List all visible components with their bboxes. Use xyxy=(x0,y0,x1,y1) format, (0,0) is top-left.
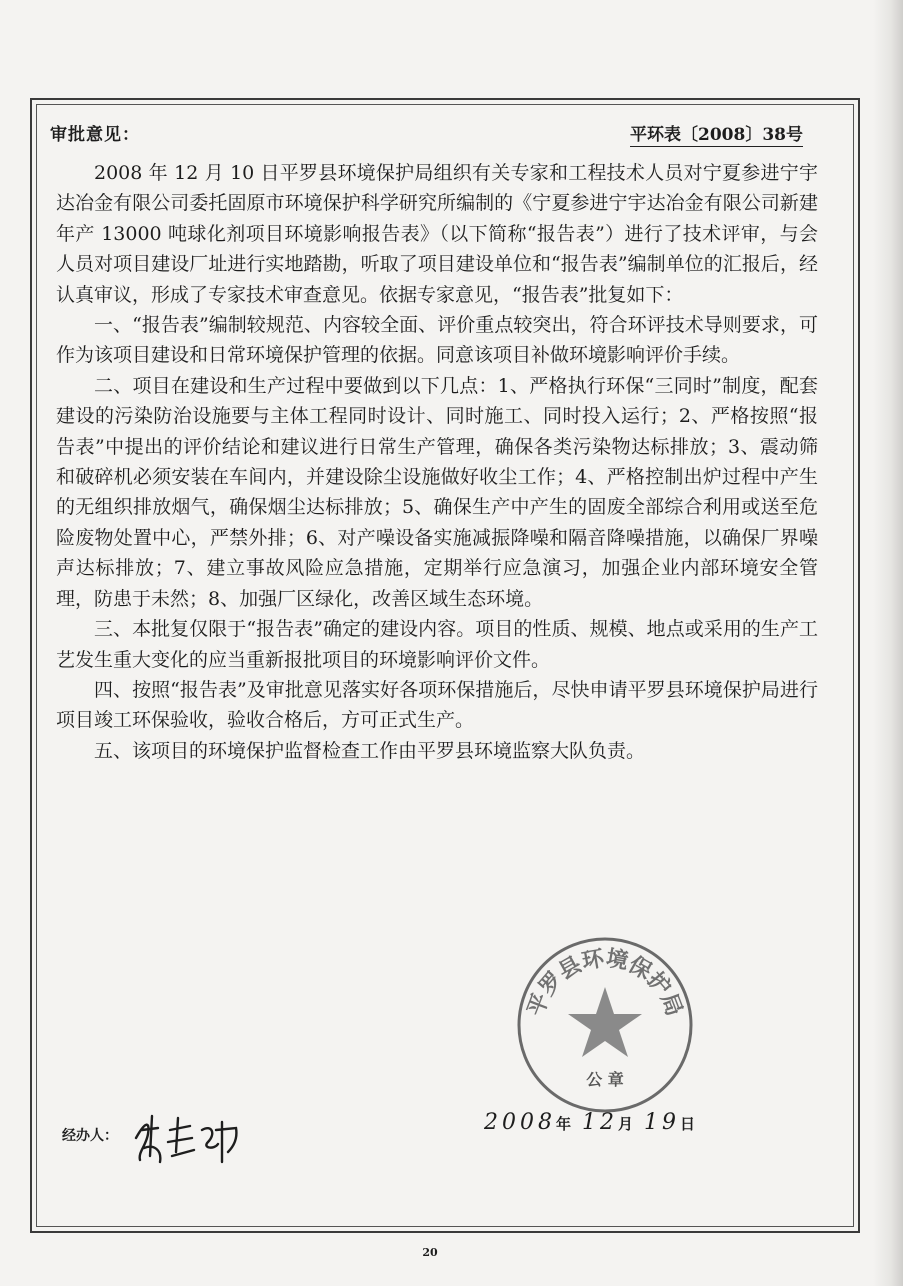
paragraph-item-3: 三、本批复仅限于“报告表”确定的建设内容。项目的性质、规模、地点或采用的生产工艺发生重大变化的应当重新报批项目的环境影响评价文件。 xyxy=(56,618,818,671)
seal-ring-text: 平罗县环境保护局 xyxy=(522,945,688,1020)
signature-scribble xyxy=(128,1100,248,1170)
date-year: 2008 xyxy=(484,1110,556,1135)
page-edge-shadow xyxy=(873,0,903,1286)
seal-star-icon xyxy=(568,987,642,1057)
page-number: 20 xyxy=(422,1246,438,1259)
paragraph-item-2: 二、项目在建设和生产过程中要做到以下几点：1、严格执行环保“三同时”制度，配套建设的污染防治设施要与主体工程同时设计、同时施工、同时投入运行；2、严格按照“报告表”中提出的评价结论和建议进行日常生产管理，确保各类污染物达标排放；3、震动筛和破碎机必须安装在车间内，并建设除尘设施做好收尘工作；4、严格控制出炉过程中产生的无组织排放烟气，确保烟尘达标排放；5、确保生产中产生的固废全部综合利用或送至危险废物处置中心，严禁外排；6、对产噪设备实施减振降噪和隔音降噪措施，以确保厂界噪声达标排放；7、建立事故风险应急措施，定期举行应急演习，加强企业内部环境安全管理，防患于未然；8、加强厂区绿化，改善区域生态环境。 xyxy=(56,374,818,610)
handler-signature xyxy=(128,1100,248,1170)
date-day-unit: 日 xyxy=(680,1115,696,1133)
paragraph-item-4: 四、按照“报告表”及审批意见落实好各项环保措施后，尽快申请平罗县环境保护局进行项目竣工环保验收，验收合格后，方可正式生产。 xyxy=(56,678,818,732)
handler-label: 经办人： xyxy=(62,1128,118,1144)
date-day: 19 xyxy=(644,1110,681,1135)
date-month: 12 xyxy=(582,1110,619,1135)
date-month-unit: 月 xyxy=(618,1115,634,1133)
date-year-unit: 年 xyxy=(556,1115,572,1133)
paragraph-intro: 2008 年 12 月 10 日平罗县环境保护局组织有关专家和工程技术人员对宁夏参进宁宇达冶金有限公司委托固原市环境保护科学研究所编制的《宁夏参进宁宇达冶金有限公司新建年产 13000 吨球化剂项目环境影响报告表》（以下简称“报告表”）进行了技术评审，与会人员对项目建设厂址进行实地踏勘，听取了项目建设单位和“报告表”编制单位的汇报后，经认真审议，形成了专家技术审查意见。依据专家意见，“报告表”批复如下： xyxy=(56,162,818,306)
seal-center-text: 公 章 xyxy=(586,1070,624,1089)
approval-date xyxy=(484,1110,695,1135)
paragraph-item-5: 五、该项目的环境保护监督检查工作由平罗县环境监察大队负责。 xyxy=(94,739,646,762)
approval-heading: 审批意见： xyxy=(50,125,140,145)
approval-body xyxy=(56,158,818,766)
document-number: 平环表〔2008〕38号 xyxy=(630,120,803,147)
paragraph-item-1: 一、“报告表”编制较规范、内容较全面、评价重点较突出，符合环评技术导则要求，可作为该项目建设和日常环境保护管理的依据。同意该项目补做环境影响评价手续。 xyxy=(56,314,818,367)
official-seal xyxy=(515,935,695,1115)
